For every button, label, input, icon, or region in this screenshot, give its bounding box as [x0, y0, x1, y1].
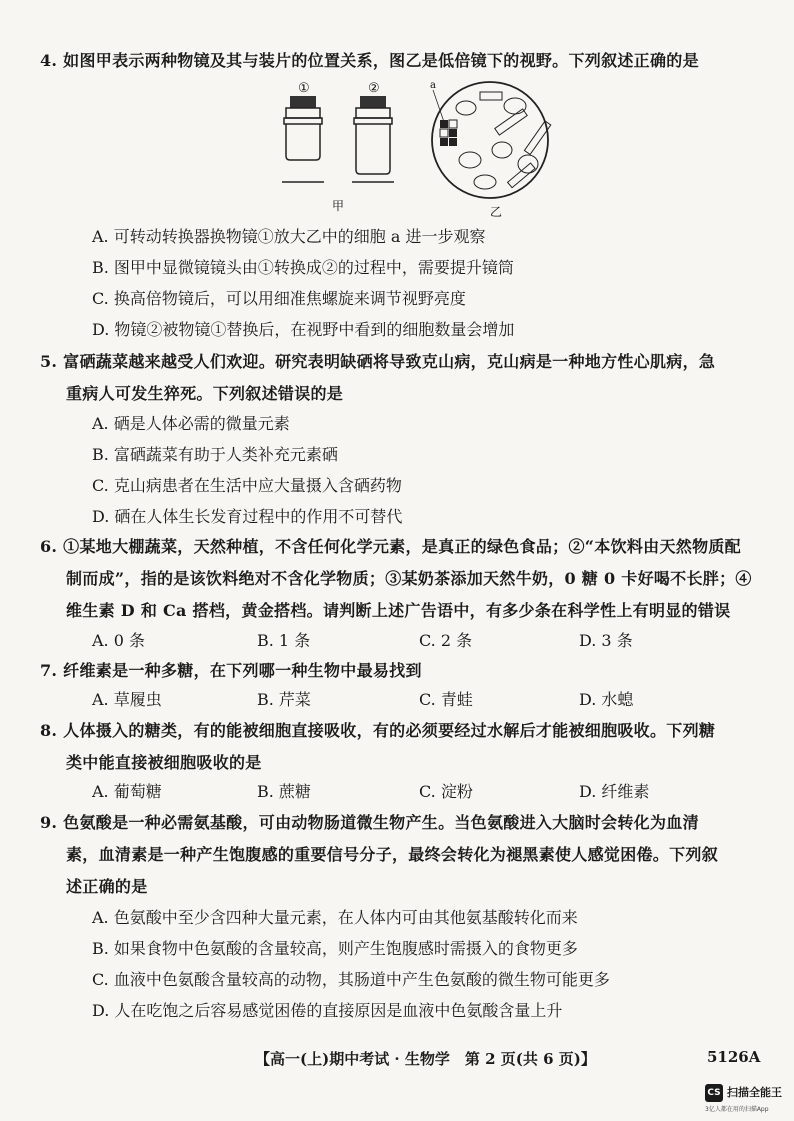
camscanner-logo-icon: CS — [705, 1084, 723, 1102]
figure-caption-jia: 甲 — [332, 199, 345, 213]
question-4-option-b: B. 图甲中显微镜镜头由①转换成②的过程中，需要提升镜筒 — [92, 258, 514, 277]
question-5-option-c: C. 克山病患者在生活中应大量摄入含硒药物 — [92, 476, 402, 495]
question-6-stem-line-3: 维生素 D 和 Ca 搭档，黄金搭档。请判断上述广告语中，有多少条在科学性上有明显的错误 — [66, 601, 731, 620]
question-6-stem-line-1: 6. ①某地大棚蔬菜，天然种植，不含任何化学元素，是真正的绿色食品；②“本饮料由天然物质配 — [40, 537, 741, 556]
question-7-option-b: B. 芹菜 — [257, 690, 311, 709]
question-7-stem: 7. 纤维素是一种多糖，在下列哪一种生物中最易找到 — [40, 661, 422, 680]
figure-label-1: ① — [298, 81, 310, 96]
figure-caption-yi: 乙 — [490, 205, 503, 218]
scanner-app-name: 扫描全能王 — [727, 1086, 782, 1099]
question-6-option-b: B. 1 条 — [257, 631, 311, 650]
question-6-option-a: A. 0 条 — [92, 631, 145, 650]
microscope-figure — [270, 78, 570, 218]
question-8-option-d: D. 纤维素 — [579, 782, 650, 801]
question-8-option-a: A. 葡萄糖 — [92, 782, 162, 801]
field-of-view — [430, 80, 551, 198]
question-9-option-b: B. 如果食物中色氨酸的含量较高，则产生饱腹感时需摄入的食物更多 — [92, 939, 578, 958]
question-9-option-a: A. 色氨酸中至少含四种大量元素，在人体内可由其他氨基酸转化而来 — [92, 908, 578, 927]
question-5-option-d: D. 硒在人体生长发育过程中的作用不可替代 — [92, 507, 403, 526]
question-7-option-d: D. 水螅 — [579, 690, 634, 709]
scanner-watermark — [705, 1082, 787, 1116]
question-4-option-a: A. 可转动转换器换物镜①放大乙中的细胞 a 进一步观察 — [92, 227, 486, 246]
scanner-tagline: 3亿人都在用的扫描App — [705, 1106, 769, 1113]
question-8-stem-line-2: 类中能直接被细胞吸收的是 — [66, 753, 262, 772]
question-4-option-c: C. 换高倍物镜后，可以用细准焦螺旋来调节视野亮度 — [92, 289, 466, 308]
question-6-option-c: C. 2 条 — [419, 631, 473, 650]
question-4-option-d: D. 物镜②被物镜①替换后，在视野中看到的细胞数量会增加 — [92, 320, 515, 339]
question-9-stem-line-2: 素，血清素是一种产生饱腹感的重要信号分子，最终会转化为褪黑素使人感觉困倦。下列叙 — [66, 845, 719, 864]
question-9-stem-line-3: 述正确的是 — [66, 877, 148, 896]
question-5-option-a: A. 硒是人体必需的微量元素 — [92, 414, 290, 433]
objective-lens-2 — [352, 81, 394, 182]
question-9-option-c: C. 血液中色氨酸含量较高的动物，其肠道中产生色氨酸的微生物可能更多 — [92, 970, 610, 989]
question-8-option-c: C. 淀粉 — [419, 782, 473, 801]
question-5-stem-line-1: 5. 富硒蔬菜越来越受人们欢迎。研究表明缺硒将导致克山病，克山病是一种地方性心肌病，急 — [40, 352, 716, 371]
question-8-option-b: B. 蔗糖 — [257, 782, 311, 801]
question-6-stem-line-2: 制而成”，指的是该饮料绝对不含化学物质；③某奶茶添加天然牛奶，0 糖 0 卡好喝不长胖；④ — [66, 569, 752, 588]
exam-code: 5126A — [707, 1048, 761, 1066]
question-8-stem-line-1: 8. 人体摄入的糖类，有的能被细胞直接吸收，有的必须要经过水解后才能被细胞吸收。下列糖 — [40, 721, 716, 740]
question-7-option-c: C. 青蛙 — [419, 690, 473, 709]
page-footer: 【高一(上)期中考试 · 生物学 第 2 页(共 6 页)】 — [255, 1050, 596, 1068]
question-7-option-a: A. 草履虫 — [92, 690, 162, 709]
question-5-option-b: B. 富硒蔬菜有助于人类补充元素硒 — [92, 445, 338, 464]
question-4-stem: 4. 如图甲表示两种物镜及其与装片的位置关系，图乙是低倍镜下的视野。下列叙述正确的是 — [40, 51, 699, 70]
question-6-option-d: D. 3 条 — [579, 631, 633, 650]
figure-label-a: a — [430, 80, 436, 91]
question-9-option-d: D. 人在吃饱之后容易感觉困倦的直接原因是血液中色氨酸含量上升 — [92, 1001, 563, 1020]
figure-label-2: ② — [368, 81, 380, 96]
objective-lens-1 — [282, 81, 324, 182]
question-5-stem-line-2: 重病人可发生猝死。下列叙述错误的是 — [66, 384, 344, 403]
question-9-stem-line-1: 9. 色氨酸是一种必需氨基酸，可由动物肠道微生物产生。当色氨酸进入大脑时会转化为血清 — [40, 813, 699, 832]
